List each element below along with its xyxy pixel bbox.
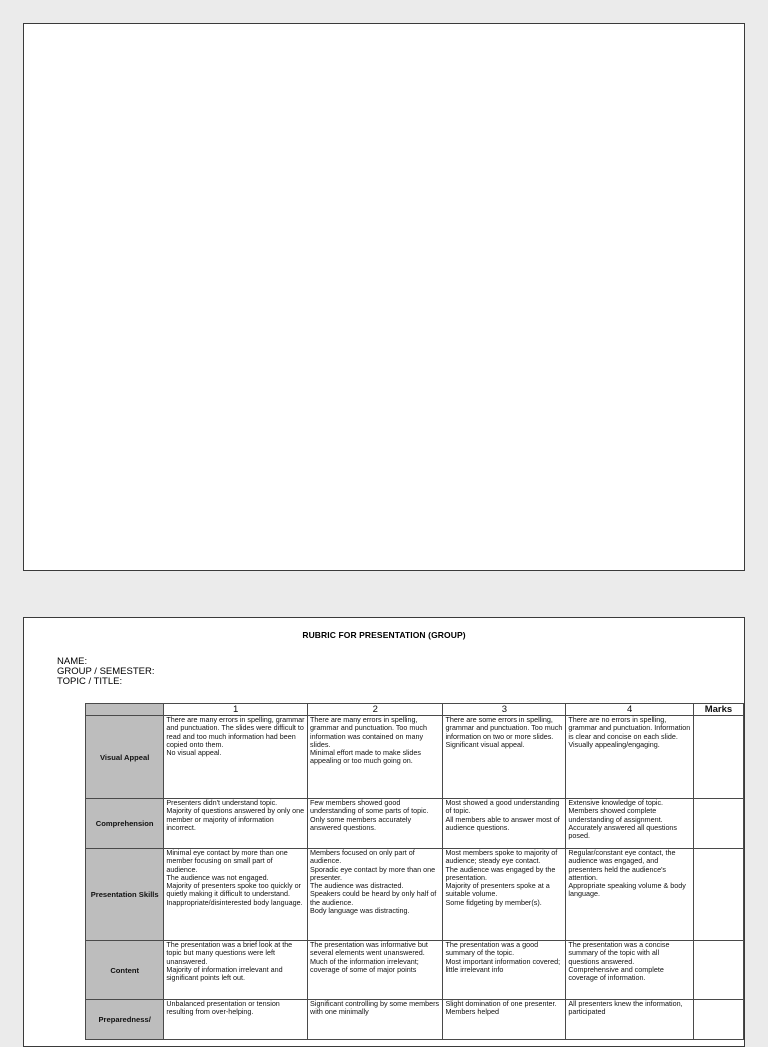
group-semester-field-label: GROUP / SEMESTER: [57, 666, 155, 677]
descriptor-cell: Unbalanced presentation or tension resulting from over-helping. [164, 1000, 308, 1040]
descriptor-cell: Few members showed good understanding of some parts of topic. Only some members accurately answered questions. [308, 799, 443, 849]
criterion-label: Visual Appeal [86, 716, 164, 799]
descriptor-cell: Minimal eye contact by more than one member focusing on small part of audience. The audience was not engaged. Majority of presenters spoke too quickly or quietly making it difficult to understand. Inappropriate/disinterested body language. [164, 849, 308, 941]
marks-cell[interactable] [693, 849, 743, 941]
header-score-4: 4 [566, 704, 694, 716]
descriptor-cell: The presentation was a good summary of the topic. Most important information covered; little irrelevant info [443, 941, 566, 1000]
rubric-table [85, 703, 744, 1040]
descriptor-cell: Regular/constant eye contact, the audience was engaged, and presenters held the audience's attention. Appropriate speaking volume & body language. [566, 849, 694, 941]
criterion-label: Preparedness/ [86, 1000, 164, 1040]
name-field-label: NAME: [57, 656, 88, 667]
descriptor-cell: Members focused on only part of audience. Sporadic eye contact by more than one presenter. The audience was distracted. Speakers could be heard by only half of the audience. Body language was distracting. [308, 849, 443, 941]
header-score-1: 1 [164, 704, 308, 716]
table-row [86, 799, 744, 849]
descriptor-cell: Presenters didn't understand topic. Majority of questions answered by only one member or majority of information incorrect. [164, 799, 308, 849]
table-row [86, 849, 744, 941]
info-fields [57, 657, 154, 687]
descriptor-cell: All presenters knew the information, participated [566, 1000, 694, 1040]
descriptor-cell: The presentation was a concise summary of the topic with all questions answered. Comprehensive and complete coverage of information. [566, 941, 694, 1000]
table-row [86, 941, 744, 1000]
criterion-label: Content [86, 941, 164, 1000]
header-corner [86, 704, 164, 716]
descriptor-cell: There are no errors in spelling, grammar and punctuation. Information is clear and concise on each slide. Visually appealing/engaging. [566, 716, 694, 799]
descriptor-cell: Most members spoke to majority of audience; steady eye contact. The audience was engaged by the presentation. Majority of presenters spoke at a suitable volume. Some fidgeting by member(s). [443, 849, 566, 941]
marks-cell[interactable] [693, 716, 743, 799]
marks-cell[interactable] [693, 799, 743, 849]
descriptor-cell: Slight domination of one presenter. Members helped [443, 1000, 566, 1040]
descriptor-cell: The presentation was a brief look at the topic but many questions were left unanswered. Majority of information irrelevant and significant points left out. [164, 941, 308, 1000]
topic-title-field-label: TOPIC / TITLE: [57, 676, 123, 687]
marks-cell[interactable] [693, 941, 743, 1000]
descriptor-cell: There are many errors in spelling, grammar and punctuation. The slides were difficult to read and too much information had been copied onto them. No visual appeal. [164, 716, 308, 799]
header-marks: Marks [693, 704, 743, 716]
criterion-label: Comprehension [86, 799, 164, 849]
criterion-label: Presentation Skills [86, 849, 164, 941]
table-row [86, 1000, 744, 1040]
descriptor-cell: There are some errors in spelling, grammar and punctuation. Too much information on two or more slides. Significant visual appeal. [443, 716, 566, 799]
descriptor-cell: Significant controlling by some members with one minimally [308, 1000, 443, 1040]
rubric-page [23, 617, 745, 1047]
rubric-title: RUBRIC FOR PRESENTATION (GROUP) [302, 630, 466, 640]
descriptor-cell: Most showed a good understanding of topic. All members able to answer most of audience questions. [443, 799, 566, 849]
blank-page [23, 23, 745, 571]
descriptor-cell: The presentation was informative but several elements went unanswered. Much of the information irrelevant; coverage of some of major points [308, 941, 443, 1000]
header-score-3: 3 [443, 704, 566, 716]
table-row [86, 716, 744, 799]
header-row [86, 704, 744, 716]
descriptor-cell: Extensive knowledge of topic. Members showed complete understanding of assignment. Accurately answered all questions posed. [566, 799, 694, 849]
marks-cell[interactable] [693, 1000, 743, 1040]
header-score-2: 2 [308, 704, 443, 716]
descriptor-cell: There are many errors in spelling, grammar and punctuation. Too much information was contained on many slides. Minimal effort made to make slides appealing or too much going on. [308, 716, 443, 799]
